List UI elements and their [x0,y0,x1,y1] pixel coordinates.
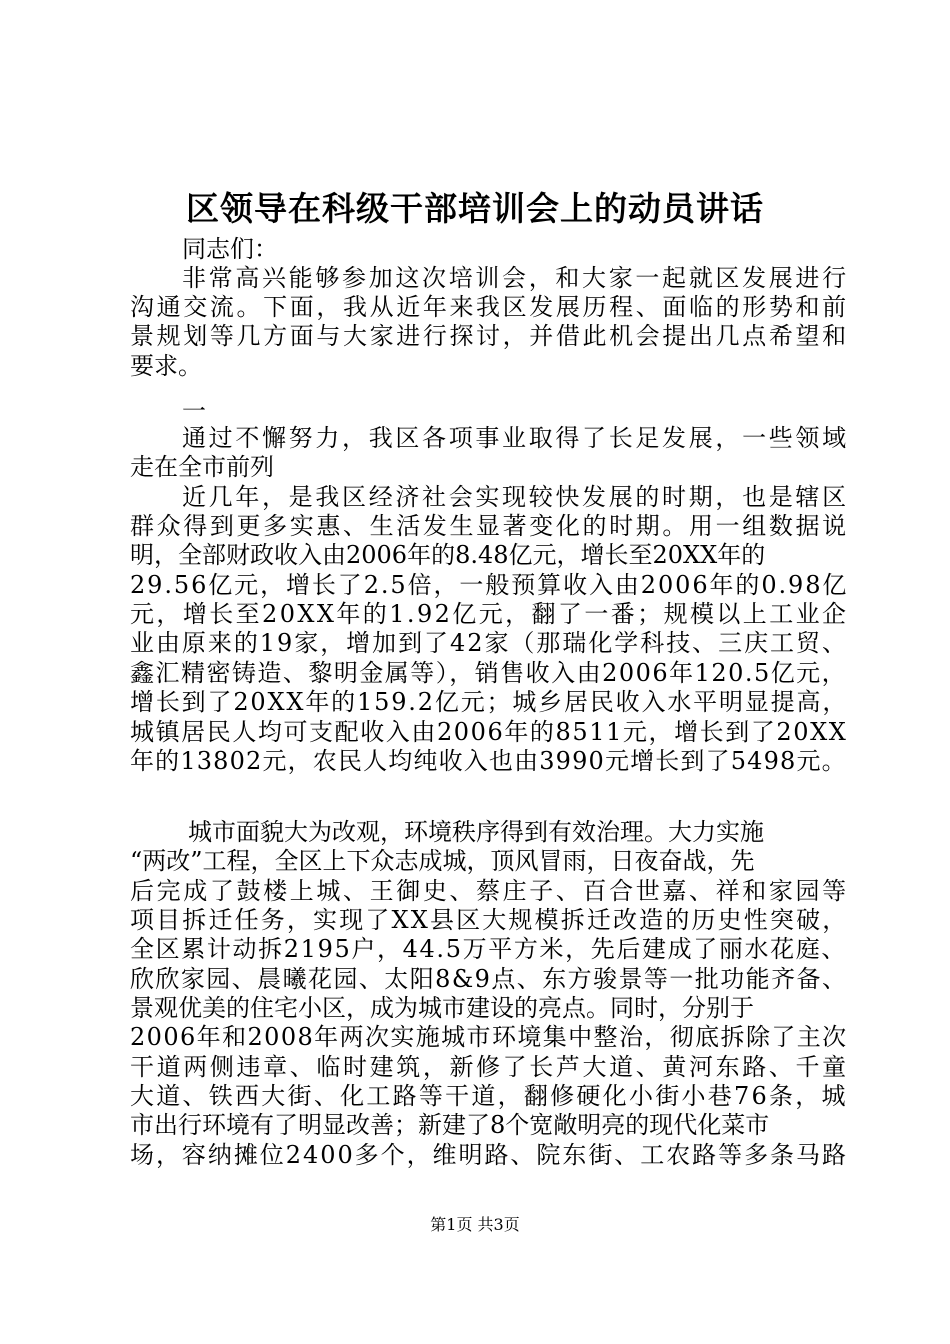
paragraph-line: 走在全市前列 [130,453,274,481]
paragraph-line: 明，全部财政收入由2006年的8.48亿元，增长至20XX年的 [130,541,766,569]
paragraph-line: 近几年，是我区经济社会实现较快发展的时期，也是辖区 [182,483,849,511]
paragraph-line: 后完成了鼓楼上城、王御史、蔡庄子、百合世嘉、祥和家园等 [130,877,849,905]
paragraph-line: 欣欣家园、晨曦花园、太阳8&9点、东方骏景等一批功能齐备、 [130,965,848,993]
paragraph-line: 项目拆迁任务，实现了XX县区大规模拆迁改造的历史性突破， [130,906,849,934]
paragraph-line: 景规划等几方面与大家进行探讨，并借此机会提出几点希望和 [130,322,849,350]
paragraph-line: 鑫汇精密铸造、黎明金属等），销售收入由2006年120.5亿元， [130,659,848,687]
paragraph-line: 通过不懈努力，我区各项事业取得了长足发展，一些领域 [182,424,849,452]
paragraph-line: 市出行环境有了明显改善；新建了8个宽敞明亮的现代化菜市 [130,1111,770,1139]
paragraph-line: 全区累计动拆2195户，44.5万平方米，先后建成了丽水花庭、 [130,935,848,963]
paragraph-line: 年的13802元，农民人均纯收入也由3990元增长到了5498元。 [130,747,847,775]
paragraph-line: 一 [182,397,206,425]
paragraph-line: 29.56亿元，增长了2.5倍，一般预算收入由2006年的0.98亿 [130,571,849,599]
paragraph-line: 城市面貌大为改观，环境秩序得到有效治理。大力实施 [188,818,764,846]
paragraph-line: 干道两侧违章、临时建筑，新修了长芦大道、黄河东路、千童 [130,1053,849,1081]
paragraph-line: 大道、铁西大街、化工路等干道，翻修硬化小街小巷76条，城 [130,1082,848,1110]
paragraph-line: 景观优美的住宅小区，成为城市建设的亮点。同时，分别于 [130,994,754,1022]
document-title: 区领导在科级干部培训会上的动员讲话 [186,189,764,228]
paragraph-line: 要求。 [130,352,202,380]
paragraph-line: 2006年和2008年两次实施城市环境集中整治，彻底拆除了主次 [130,1023,848,1051]
page-footer: 第1页 共3页 [430,1215,520,1234]
paragraph-line: 城镇居民人均可支配收入由2006年的8511元，增长到了20XX [130,718,848,746]
paragraph-line: 元，增长至20XX年的1.92亿元，翻了一番；规模以上工业企 [130,600,849,628]
paragraph-line: “两改”工程，全区上下众志成城，顶风冒雨，日夜奋战，先 [130,847,755,875]
paragraph-line: 业由原来的19家，增加到了42家（那瑞化学科技、三庆工贸、 [130,629,848,657]
paragraph-line: 沟通交流。下面，我从近年来我区发展历程、面临的形势和前 [130,293,849,321]
paragraph-line: 同志们： [182,235,278,263]
paragraph-line: 群众得到更多实惠、生活发生显著变化的时期。用一组数据说 [130,512,849,540]
paragraph-line: 场，容纳摊位2400多个，维明路、院东街、工农路等多条马路 [130,1141,848,1169]
paragraph-line: 非常高兴能够参加这次培训会，和大家一起就区发展进行 [182,264,849,292]
paragraph-line: 增长到了20XX年的159.2亿元；城乡居民收入水平明显提高， [130,688,849,716]
